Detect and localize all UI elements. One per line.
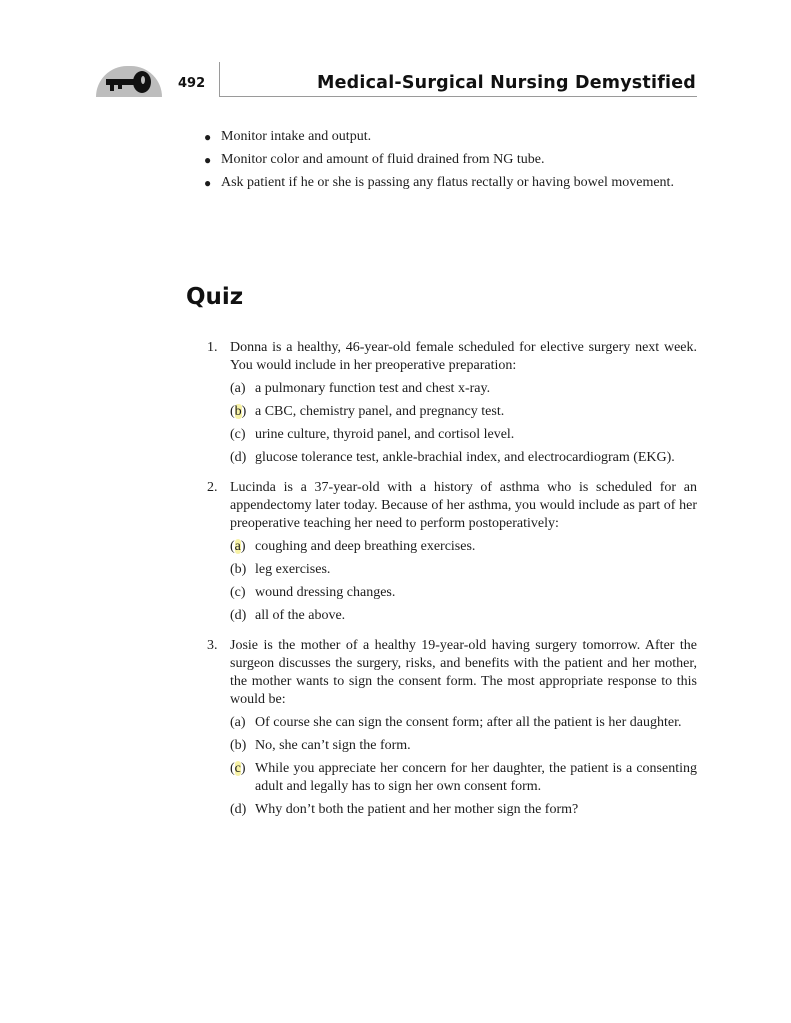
option-text: leg exercises. bbox=[255, 562, 331, 577]
option-text: a CBC, chemistry panel, and pregnancy test. bbox=[255, 404, 505, 419]
bullet-text: Monitor intake and output. bbox=[221, 129, 372, 144]
bullet-item bbox=[204, 128, 697, 146]
bullet-dot: ● bbox=[204, 153, 212, 167]
bullet-text: Ask patient if he or she is passing any flatus rectally or having bowel movement. bbox=[221, 175, 674, 190]
option-letter: (c) bbox=[230, 761, 246, 776]
answer-option bbox=[230, 737, 697, 755]
question bbox=[207, 479, 697, 625]
option-letter: (c) bbox=[230, 585, 246, 600]
option-letter: (d) bbox=[230, 450, 247, 465]
answer-option bbox=[230, 403, 697, 421]
answer-option bbox=[230, 584, 697, 602]
question-stem: Josie is the mother of a healthy 19-year-old having surgery tomorrow. After the surgeon discusses the surgery, risks, and benefits with the patient and her mother, the mother wants to sign the consent form. The most appropriate response to this would be: bbox=[230, 638, 697, 707]
question-number: 3. bbox=[207, 638, 218, 653]
option-text: Of course she can sign the consent form; after all the patient is her daughter. bbox=[255, 715, 682, 730]
answer-option bbox=[230, 607, 697, 625]
answer-option bbox=[230, 760, 697, 796]
option-text: a pulmonary function test and chest x-ray. bbox=[255, 381, 491, 396]
bullet-item bbox=[204, 151, 697, 169]
question bbox=[207, 339, 697, 467]
option-text: wound dressing changes. bbox=[255, 585, 396, 600]
bullet-item bbox=[204, 174, 697, 192]
option-letter: (a) bbox=[230, 715, 246, 730]
option-letter: (d) bbox=[230, 802, 247, 817]
question bbox=[207, 637, 697, 819]
option-letter: (b) bbox=[230, 562, 247, 577]
answer-option bbox=[230, 801, 697, 819]
question-number: 2. bbox=[207, 480, 218, 495]
answer-option bbox=[230, 449, 697, 467]
option-text: coughing and deep breathing exercises. bbox=[255, 539, 476, 554]
header-rule bbox=[219, 96, 697, 97]
bullet-text: Monitor color and amount of fluid drained from NG tube. bbox=[221, 152, 545, 167]
bullet-dot: ● bbox=[204, 176, 212, 190]
option-letter: (a) bbox=[230, 539, 246, 554]
answer-highlight: c bbox=[234, 761, 241, 776]
question-stem: Lucinda is a 37-year-old with a history of asthma who is scheduled for an appendectomy later today. Because of her asthma, you would include as part of her preoperative teaching her need to perform postoperatively: bbox=[230, 480, 697, 531]
answer-option bbox=[230, 380, 697, 398]
bullet-list bbox=[204, 128, 697, 197]
running-title: Medical-Surgical Nursing Demystified bbox=[317, 73, 696, 93]
option-text: Why don’t both the patient and her mother sign the form? bbox=[255, 802, 579, 817]
section-heading: Quiz bbox=[186, 284, 244, 310]
option-text: urine culture, thyroid panel, and cortisol level. bbox=[255, 427, 515, 442]
option-text: No, she can’t sign the form. bbox=[255, 738, 411, 753]
option-text: While you appreciate her concern for her daughter, the patient is a consenting adult and legally has to sign her own consent form. bbox=[255, 761, 697, 794]
key-icon bbox=[104, 69, 154, 95]
option-letter: (c) bbox=[230, 427, 246, 442]
question-number: 1. bbox=[207, 340, 218, 355]
header-divider bbox=[219, 62, 220, 96]
answer-option bbox=[230, 561, 697, 579]
answer-option bbox=[230, 538, 697, 556]
bullet-dot: ● bbox=[204, 130, 212, 144]
answer-highlight: a bbox=[234, 539, 241, 554]
option-letter: (d) bbox=[230, 608, 247, 623]
quiz-questions bbox=[207, 339, 697, 831]
answer-option bbox=[230, 426, 697, 444]
option-text: all of the above. bbox=[255, 608, 346, 623]
page-number: 492 bbox=[178, 76, 206, 91]
option-letter: (b) bbox=[230, 738, 247, 753]
option-letter: (b) bbox=[230, 404, 247, 419]
answer-highlight: b bbox=[234, 404, 242, 419]
option-text: glucose tolerance test, ankle-brachial index, and electrocardiogram (EKG). bbox=[255, 450, 675, 465]
answer-option bbox=[230, 714, 697, 732]
question-stem: Donna is a healthy, 46-year-old female scheduled for elective surgery next week. You would include in her preoperative preparation: bbox=[230, 340, 697, 373]
option-letter: (a) bbox=[230, 381, 246, 396]
